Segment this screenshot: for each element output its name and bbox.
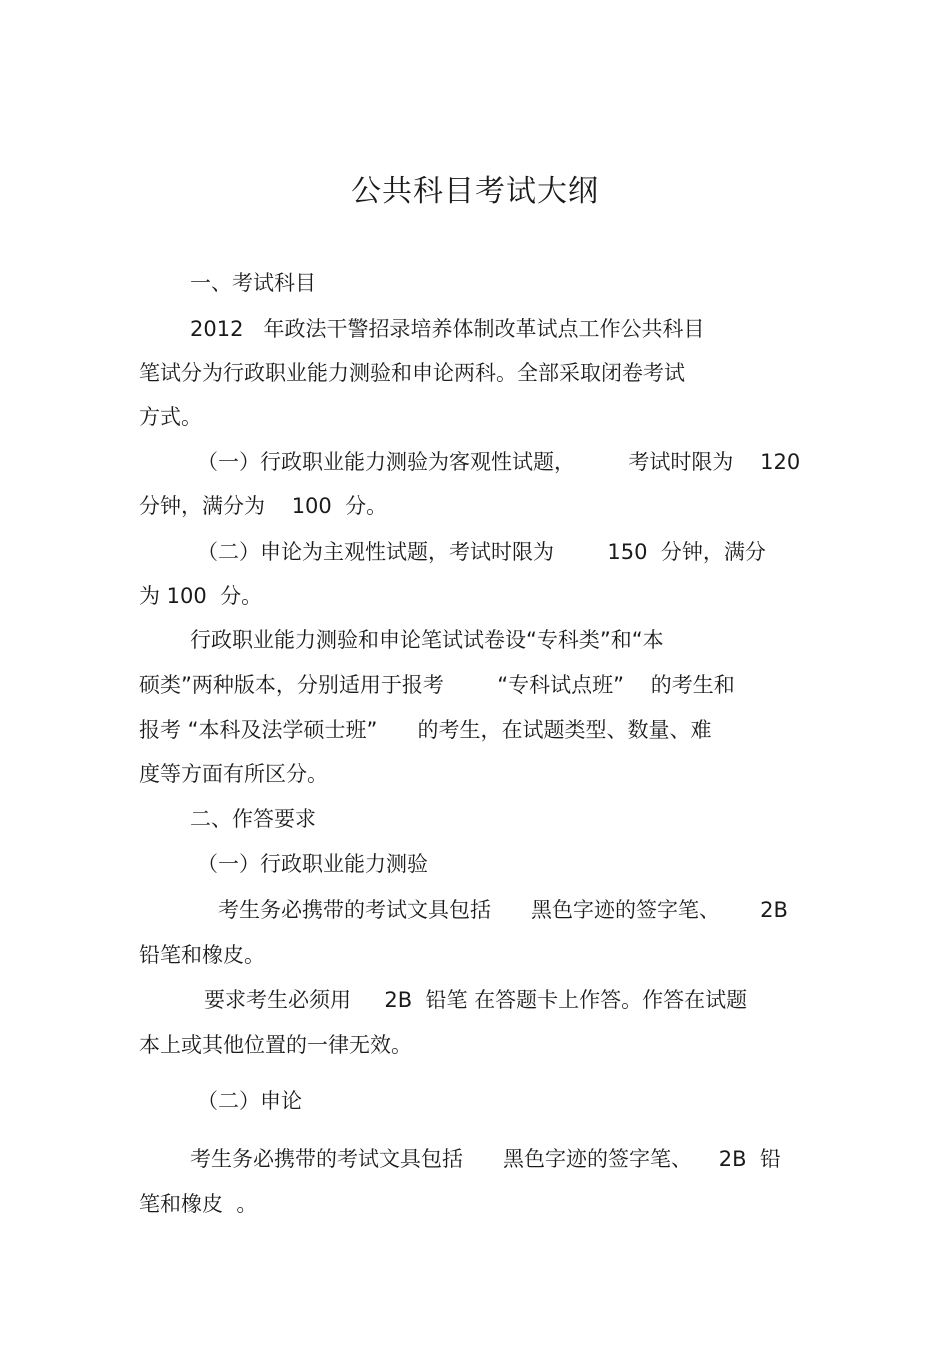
- paragraph-line: 行政职业能力测验和申论笔试试卷设“专科类”和“本: [190, 628, 664, 652]
- paragraph-line: 报考 “本科及法学硕士班” 的考生，在试题类型、数量、难: [139, 718, 712, 742]
- paragraph-line: 考生务必携带的考试文具包括 黑色字迹的签字笔、 2B 铅: [190, 1147, 781, 1171]
- paragraph-line: 度等方面有所区分。: [139, 762, 328, 786]
- paragraph-line: 2012 年政法干警招录培养体制改革试点工作公共科目: [190, 317, 705, 341]
- section-heading-answer-requirements: 二、作答要求: [190, 807, 316, 831]
- paragraph-line: （二）申论为主观性试题，考试时限为 150 分钟，满分: [197, 540, 766, 564]
- paragraph-line: 考生务必携带的考试文具包括 黑色字迹的签字笔、 2B: [218, 898, 788, 922]
- paragraph-line: 铅笔和橡皮。: [139, 943, 265, 967]
- subsection-heading-essay: （二）申论: [197, 1089, 302, 1113]
- paragraph-line: 方式。: [139, 405, 202, 429]
- paragraph-line: 要求考生必须用 2B 铅笔 在答题卡上作答。作答在试题: [204, 988, 748, 1012]
- subsection-heading-aptitude-test: （一）行政职业能力测验: [197, 852, 428, 876]
- paragraph-line: 笔和橡皮 。: [139, 1192, 258, 1216]
- paragraph-line: （一）行政职业能力测验为客观性试题， 考试时限为 120: [197, 450, 801, 474]
- paragraph-line: 笔试分为行政职业能力测验和申论两科。全部采取闭卷考试: [139, 361, 685, 385]
- document-title: 公共科目考试大纲: [351, 174, 599, 209]
- paragraph-line: 分钟，满分为 100 分。: [139, 494, 388, 518]
- paragraph-line: 本上或其他位置的一律无效。: [139, 1033, 412, 1057]
- paragraph-line: 硕类”两种版本，分别适用于报考 “专科试点班” 的考生和: [139, 673, 735, 697]
- paragraph-line: 为 100 分。: [139, 584, 263, 608]
- section-heading-exam-subjects: 一、考试科目: [190, 271, 316, 295]
